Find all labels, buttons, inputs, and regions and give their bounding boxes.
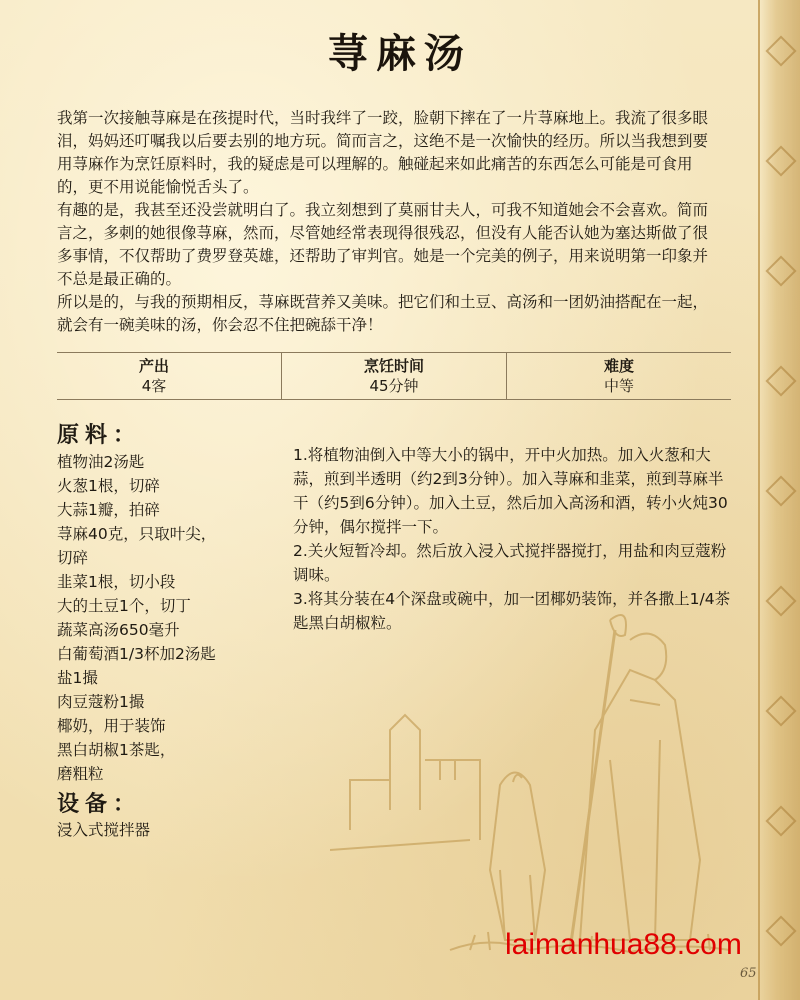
intro-text: [57, 107, 717, 337]
ingredient-line: 切碎: [57, 549, 89, 567]
stat-difficulty: [506, 353, 731, 399]
ingredient-line: 大的土豆1个，切丁: [57, 597, 191, 615]
decorative-border: [758, 0, 800, 1000]
instruction-step: 2.关火短暂冷却。然后放入浸入式搅拌器搅打，用盐和肉豆蔻粉调味。: [293, 542, 727, 584]
stat-yield: [57, 353, 281, 399]
stat-label: 烹饪时间: [363, 357, 424, 375]
adventurers-illustration: [330, 610, 750, 970]
ingredient-line: 大蒜1瓣，拍碎: [57, 501, 160, 519]
ingredients-heading: 原料：: [57, 422, 142, 448]
ingredient-line: 肉豆蔻粉1撮: [57, 693, 145, 711]
ingredient-line: 白葡萄酒1/3杯加2汤匙: [57, 645, 216, 663]
intro-paragraph: 我第一次接触荨麻是在孩提时代，当时我绊了一跤，脸朝下摔在了一片荨麻地上。我流了很多眼泪，妈妈还叮嘱我以后要去别的地方玩。简而言之，这绝不是一次愉快的经历。所以当我想到要用荨麻作为烹饪原料时，我的疑虑是可以理解的。触碰起来如此痛苦的东西怎么可能是可食用的，更不用说能愉悦舌头了。: [57, 109, 709, 196]
stat-cook-time: [281, 353, 506, 399]
instruction-step: 3.将其分装在4个深盘或碗中，加一团椰奶装饰，并各撒上1/4茶匙黑白胡椒粒。: [293, 590, 731, 632]
ingredient-line: 蔬菜高汤650毫升: [57, 621, 180, 639]
watermark: laimanhua88.com: [505, 928, 742, 961]
ingredient-line: 植物油2汤匙: [57, 453, 145, 471]
ingredient-line: 韭菜1根，切小段: [57, 573, 176, 591]
equipment-text: 浸入式搅拌器: [57, 821, 151, 839]
stat-label: 产出: [138, 357, 169, 375]
stat-label: 难度: [603, 357, 634, 375]
page-number: 65: [740, 966, 757, 981]
ingredients-list: [57, 450, 257, 786]
instructions: [293, 443, 733, 635]
recipe-stats: [57, 352, 731, 400]
intro-paragraph: 有趣的是，我甚至还没尝就明白了。我立刻想到了莫丽甘夫人，可我不知道她会不会喜欢。简而言之，多刺的她很像荨麻，然而，尽管她经常表现得很残忍，但没有人能否认她为塞达斯做了很多事情，不仅帮助了费罗登英雄，还帮助了审判官。她是一个完美的例子，用来说明第一印象并不总是最正确的。: [57, 201, 709, 288]
equipment-heading: 设备：: [57, 791, 142, 817]
intro-paragraph: 所以是的，与我的预期相反，荨麻既营养又美味。把它们和土豆、高汤和一团奶油搭配在一起，就会有一碗美味的汤，你会忍不住把碗舔干净！: [57, 293, 709, 334]
ingredient-line: 荨麻40克，只取叶尖，: [57, 525, 217, 543]
ingredient-line: 黑白胡椒1茶匙，: [57, 741, 176, 759]
ingredient-line: 椰奶，用于装饰: [57, 717, 166, 735]
ingredient-line: 盐1撮: [57, 669, 98, 687]
stat-value: 45分钟: [369, 377, 419, 395]
instruction-step: 1.将植物油倒入中等大小的锅中，开中火加热。加入火葱和大蒜，煎到半透明（约2到3分钟）。加入荨麻和韭菜，煎到荨麻半干（约5到6分钟）。加入土豆，然后加入高汤和酒，转小火炖30分钟，偶尔搅拌一下。: [293, 446, 728, 536]
ingredient-line: 磨粗粒: [57, 765, 104, 783]
stat-value: 中等: [603, 377, 634, 395]
stat-value: 4客: [141, 377, 167, 395]
ingredient-line: 火葱1根，切碎: [57, 477, 160, 495]
recipe-title: 荨麻汤: [328, 30, 472, 77]
